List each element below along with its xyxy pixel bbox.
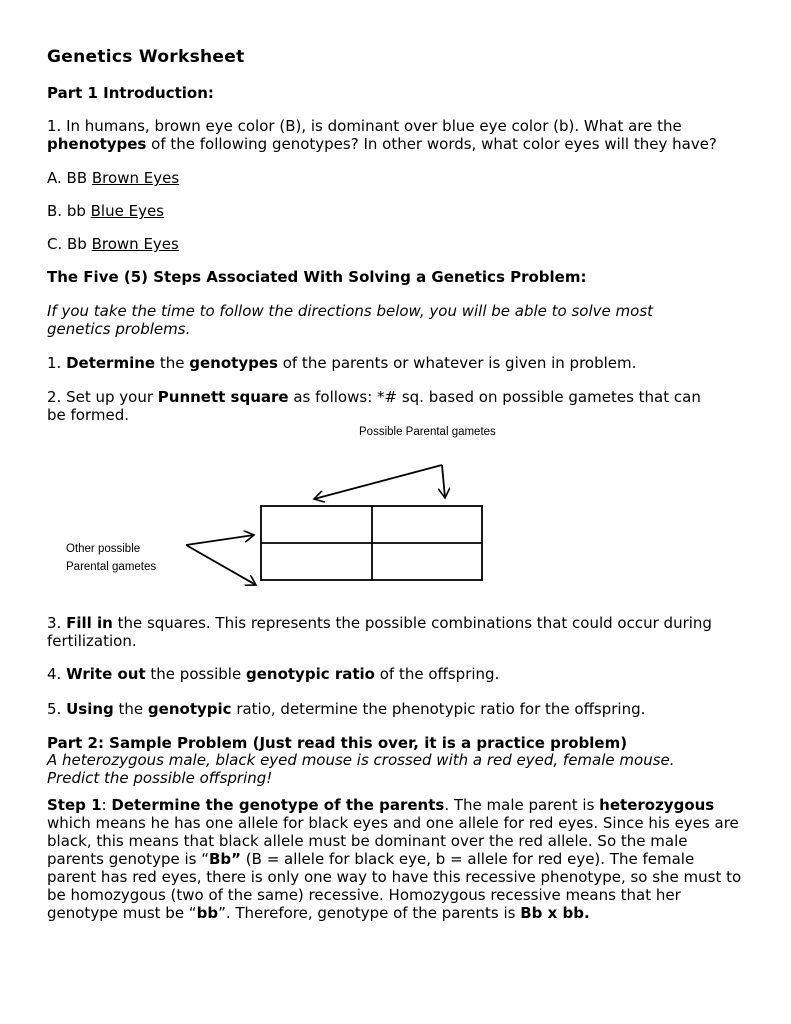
answer-c-label: C. Bb [47, 235, 92, 253]
step-5-text-1: the [113, 700, 148, 718]
sample-step-1-text-2: which means he has one allele for black eyes and one allele for red eyes. Since his eyes are black, this means that black allele must be dominant over the red allele. So the male parents genotype is “ [47, 814, 739, 868]
phenotypes-term: phenotypes [47, 135, 147, 153]
top-arrow-right [442, 465, 445, 498]
answer-a-label: A. BB [47, 169, 92, 187]
step-1-text-1: the [155, 354, 190, 372]
step-3 [47, 614, 712, 632]
left-arrow-upper [186, 535, 254, 545]
step-5 [47, 700, 645, 718]
parents-cross: Bb x bb. [520, 904, 590, 922]
sample-step-1-text-1: . The male parent is [444, 796, 600, 814]
step-1-bold-2: genotypes [189, 354, 278, 372]
male-genotype: Bb” [208, 850, 242, 868]
sample-step-1-text-3: (B = allele for black eye, b = allele for red eye). The female parent has red eyes, there is only one way to have this recessive phenotype, so she must to be homozygous (two of the same) recessive. Homozygous recessive means that her genotype must be “ [47, 850, 742, 922]
step-4-num: 4. [47, 665, 67, 683]
step-3-bold: Fill in [66, 614, 113, 632]
part1-heading: Part 1 Introduction: [47, 84, 214, 102]
left-arrow-lower [186, 545, 256, 585]
sample-step-1-label: Step 1 [47, 796, 102, 814]
part2-heading: Part 2: Sample Problem (Just read this over, it is a practice problem) [47, 734, 628, 752]
page-title: Genetics Worksheet [47, 47, 245, 67]
five-steps-heading: The Five (5) Steps Associated With Solving a Genetics Problem: [47, 268, 587, 286]
answer-b-label: B. bb [47, 202, 91, 220]
answer-a-value: Brown Eyes [91, 169, 180, 187]
answer-c-value: Brown Eyes [91, 235, 179, 253]
step-2-num: 2. Set up your [47, 388, 158, 406]
step-2-bold: Punnett square [157, 388, 289, 406]
sample-step-1-text-4: ”. Therefore, genotype of the parents is [218, 904, 521, 922]
parental-gametes-label: Parental gametes [66, 561, 157, 573]
step-5-num: 5. [47, 700, 67, 718]
step-1-bold-1: Determine [66, 354, 156, 372]
answer-b-value: Blue Eyes [90, 202, 164, 220]
step-4-text-2: of the offspring. [374, 665, 500, 683]
step-1-text-2: of the parents or whatever is given in problem. [277, 354, 637, 372]
step-2-line2: be formed. [47, 406, 130, 424]
step-2-text: as follows: *# sq. based on possible gametes that can [288, 388, 701, 406]
female-genotype: bb [196, 904, 219, 922]
step-4-bold-2: genotypic ratio [245, 665, 375, 683]
steps-intro-line1: If you take the time to follow the directions below, you will be able to solve most [47, 302, 654, 320]
step-4-bold-1: Write out [66, 665, 146, 683]
sample-step-1-heading: Determine the genotype of the parents [111, 796, 445, 814]
step-5-bold-2: genotypic [147, 700, 232, 718]
question-1-line1: 1. In humans, brown eye color (B), is dominant over blue eye color (b). What are the [47, 117, 682, 135]
part2-prompt-line1: A heterozygous male, black eyed mouse is crossed with a red eyed, female mouse. [47, 751, 675, 769]
step-4-text-1: the possible [145, 665, 246, 683]
heterozygous-term: heterozygous [599, 796, 715, 814]
step-3-text: the squares. This represents the possible combinations that could occur during [112, 614, 712, 632]
step-1-num: 1. [47, 354, 67, 372]
sample-step-1-paragraph [47, 796, 747, 922]
other-possible-label: Other possible [66, 543, 141, 555]
question-1-rest: of the following genotypes? In other words, what color eyes will they have? [146, 135, 717, 153]
part2-prompt-line2: Predict the possible offspring! [47, 769, 273, 787]
step-5-text-2: ratio, determine the phenotypic ratio for the offspring. [231, 700, 646, 718]
sample-step-1-colon: : [101, 796, 112, 814]
step-3-num: 3. [47, 614, 67, 632]
top-arrow-left [314, 465, 442, 499]
step-4 [47, 665, 499, 683]
possible-parental-gametes-label: Possible Parental gametes [359, 426, 496, 438]
steps-intro-line2: genetics problems. [47, 320, 191, 338]
step-5-bold-1: Using [66, 700, 114, 718]
step-3-line2: fertilization. [47, 632, 137, 650]
